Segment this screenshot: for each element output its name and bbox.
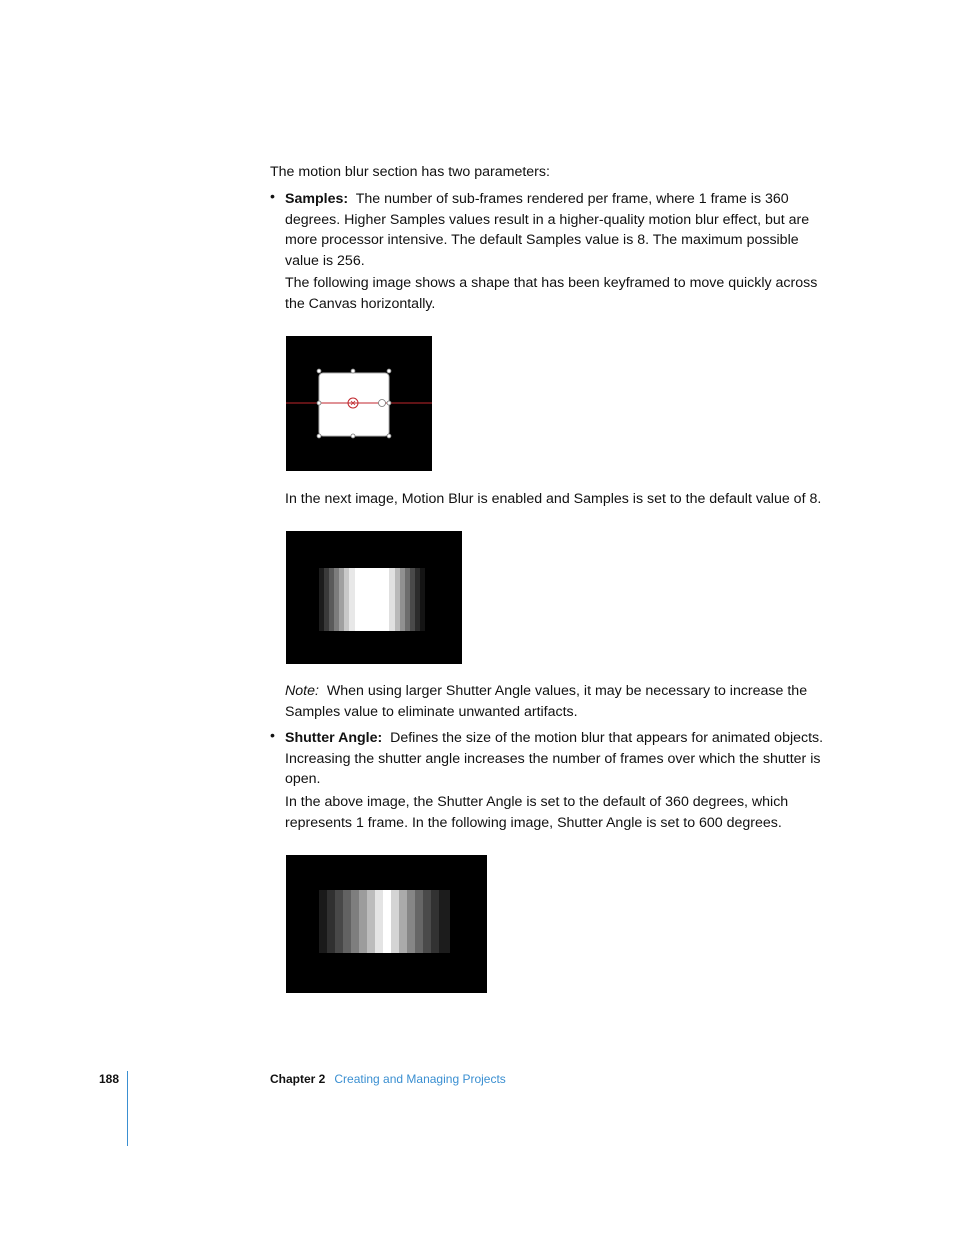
bullet-samples: • [270, 189, 275, 205]
samples-term: Samples: [285, 191, 349, 207]
figure-shutter-angle-600 [286, 855, 487, 993]
intro-text: The motion blur section has two parameters: [270, 164, 550, 180]
bullet-shutter-angle: • [270, 728, 275, 744]
note-paragraph [285, 681, 830, 722]
chapter-title-link[interactable]: Creating and Managing Projects [334, 1072, 506, 1086]
samples-paragraph [285, 189, 830, 271]
figure-motion-blur-8-samples [286, 531, 462, 664]
rotation-handle-icon [379, 400, 386, 407]
note-text: When using larger Shutter Angle values, it may be necessary to increase the Samples value to eliminate unwanted artifacts. [285, 683, 808, 720]
blurred-shape-wide [319, 890, 450, 953]
footer-divider [127, 1071, 128, 1146]
blurred-shape [319, 568, 425, 631]
samples-description: The number of sub-frames rendered per frame, where 1 frame is 360 degrees. Higher Samples values result in a higher-quality motion blur effect, but are more processor intensive. The default Samples value is 8. The maximum possible value is 256. [285, 191, 810, 269]
figure-shape-keyframed [286, 336, 432, 471]
shutter-paragraph [285, 728, 830, 790]
shape-with-motion-path [286, 336, 432, 471]
shutter-description: Defines the size of the motion blur that appears for animated objects. Increasing the shutter angle increases the number of frames over which the shutter is open. [285, 730, 824, 787]
samples-next-image-text: In the next image, Motion Blur is enabled and Samples is set to the default value of 8. [285, 491, 822, 507]
shutter-follow-text: In the above image, the Shutter Angle is set to the default of 360 degrees, which represents 1 frame. In the following image, Shutter Angle is set to 600 degrees. [285, 794, 789, 831]
samples-follow-text: The following image shows a shape that has been keyframed to move quickly across the Canvas horizontally. [285, 275, 818, 312]
chapter-label: Chapter 2 [270, 1072, 326, 1086]
page-number: 188 [99, 1072, 120, 1086]
footer-chapter [270, 1072, 506, 1086]
shutter-term: Shutter Angle: [285, 730, 383, 746]
note-label: Note: [285, 683, 319, 699]
